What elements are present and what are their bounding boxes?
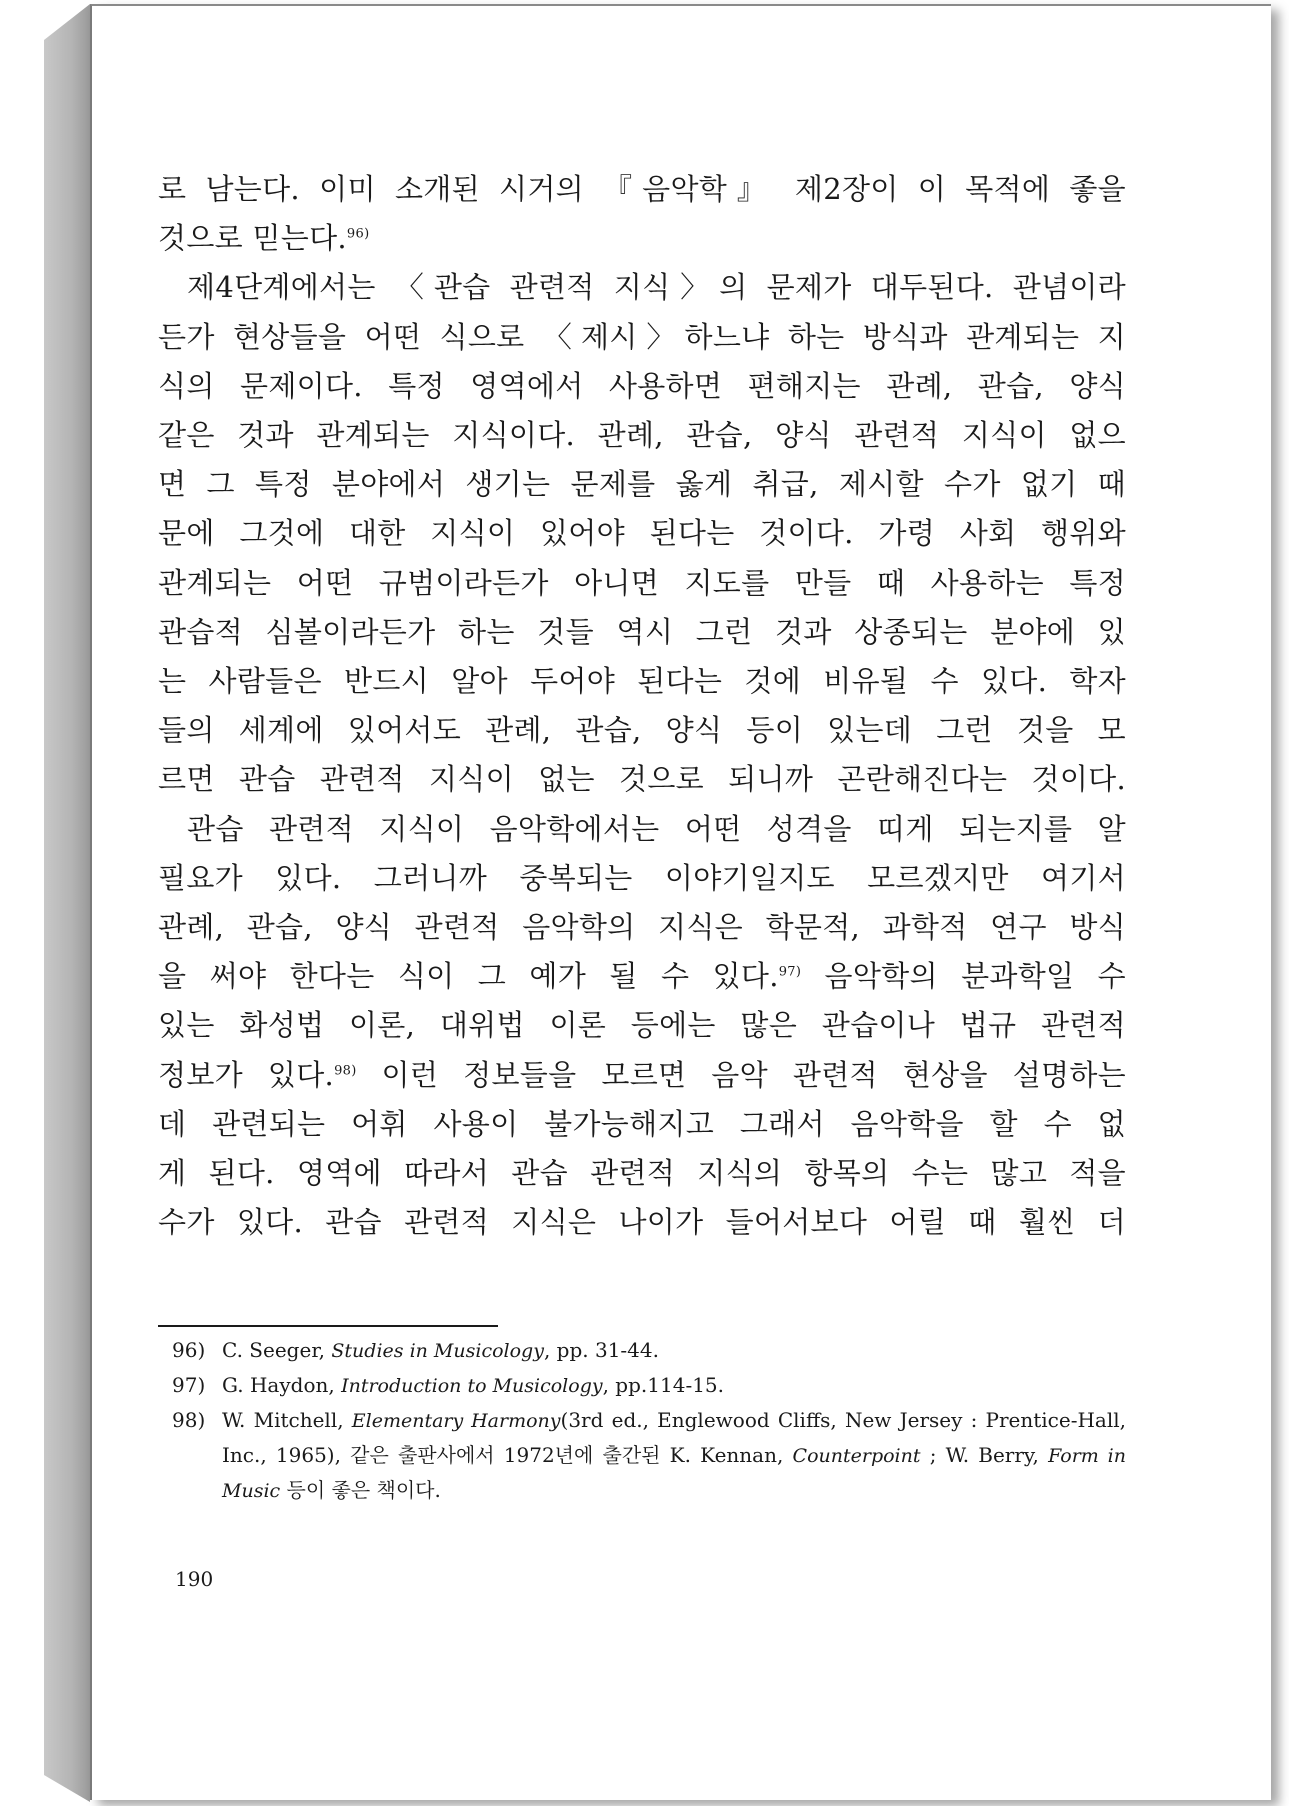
text-line: 제4단계에서는 〈관습 관련적 지식〉의 문제가 대두된다. 관념이라 — [187, 270, 1126, 305]
text-line: 식의 문제이다. 특정 영역에서 사용하면 편해지는 관례, 관습, 양식 — [158, 368, 1126, 403]
text-line: 관습 관련적 지식이 음악학에서는 어떤 성격을 띠게 되는지를 알 — [187, 811, 1126, 846]
text-line: 을 써야 한다는 식이 그 예가 될 수 있다.$^{97)}$ 음악학의 분과학일 수 — [158, 959, 1126, 994]
footnote-divider — [158, 1325, 498, 1327]
text-line: 게 된다. 영역에 따라서 관습 관련적 지식의 항목의 수는 많고 적을 — [158, 1156, 1126, 1191]
page-number: 190 — [175, 1567, 214, 1591]
text-line: 관례, 관습, 양식 관련적 음악학의 지식은 학문적, 과학적 연구 방식 — [158, 910, 1126, 945]
footnote-text: G. Haydon, Introduction to Musicology, pp.114-15. — [222, 1373, 725, 1397]
footnote-number: 98) — [172, 1408, 206, 1432]
text-line: 있는 화성법 이론, 대위법 이론 등에는 많은 관습이나 법규 관련적 — [158, 1008, 1126, 1043]
body-text — [158, 165, 1126, 1247]
text-line: 들의 세계에 있어서도 관례, 관습, 양식 등이 있는데 그런 것을 모 — [158, 713, 1126, 748]
text-line: 수가 있다. 관습 관련적 지식은 나이가 들어서보다 어릴 때 훨씬 더 — [158, 1205, 1126, 1240]
text-line: 관습적 심볼이라든가 하는 것들 역시 그런 것과 상종되는 분야에 있 — [158, 614, 1126, 649]
footnote-ref: 97) — [778, 964, 802, 980]
text-line: 데 관련되는 어휘 사용이 불가능해지고 그래서 음악학을 할 수 없 — [158, 1106, 1126, 1141]
text-line: 르면 관습 관련적 지식이 없는 것으로 되니까 곤란해진다는 것이다. — [158, 762, 1126, 797]
footnote-ref: 98) — [334, 1063, 357, 1078]
text-line: 같은 것과 관계되는 지식이다. 관례, 관습, 양식 관련적 지식이 없으 — [158, 418, 1126, 453]
footnote-text: C. Seeger, Studies in Musicology, pp. 31-44. — [222, 1338, 659, 1362]
text-line: 로 남는다. 이미 소개된 시거의 『음악학』 제2장이 이 목적에 좋을 — [158, 172, 1126, 206]
text-line: 는 사람들은 반드시 알아 두어야 된다는 것에 비유될 수 있다. 학자 — [158, 664, 1126, 699]
footnote-number: 96) — [172, 1338, 206, 1362]
text-line: 문에 그것에 대한 지식이 있어야 된다는 것이다. 가령 사회 행위와 — [158, 516, 1126, 551]
footnote — [172, 1403, 1126, 1508]
text-line: 필요가 있다. 그러니까 중복되는 이야기일지도 모르겠지만 여기서 — [158, 860, 1126, 895]
footnote — [172, 1333, 1126, 1368]
footnote-number: 97) — [172, 1373, 206, 1397]
text-line: 정보가 있다.$^{98)}$ 이런 정보들을 모르면 음악 관련적 현상을 설명하는 — [158, 1057, 1126, 1092]
text-line: 관계되는 어떤 규범이라든가 아니면 지도를 만들 때 사용하는 특정 — [158, 565, 1126, 600]
book-spine — [44, 4, 90, 1802]
footnote — [172, 1368, 1126, 1403]
footnotes — [172, 1333, 1126, 1508]
footnote-ref: 96) — [346, 226, 370, 242]
footnote-text: W. Mitchell, Elementary Harmony(3rd ed., Englewood Cliffs, New Jersey : Prentice-Hall, Inc., 1965), 같은 출판사에서 1972년에 출간된 K. Kennan, Counterpoint ; W. Berry, Form in Music 등이 좋은 책이다. — [222, 1408, 1126, 1502]
text-line: 면 그 특정 분야에서 생기는 문제를 옳게 취급, 제시할 수가 없기 때 — [158, 467, 1126, 502]
text-line: 것으로 믿는다.$^{96)}$ — [158, 221, 370, 256]
text-line: 든가 현상들을 어떤 식으로 〈제시〉하느냐 하는 방식과 관계되는 지 — [158, 319, 1126, 354]
